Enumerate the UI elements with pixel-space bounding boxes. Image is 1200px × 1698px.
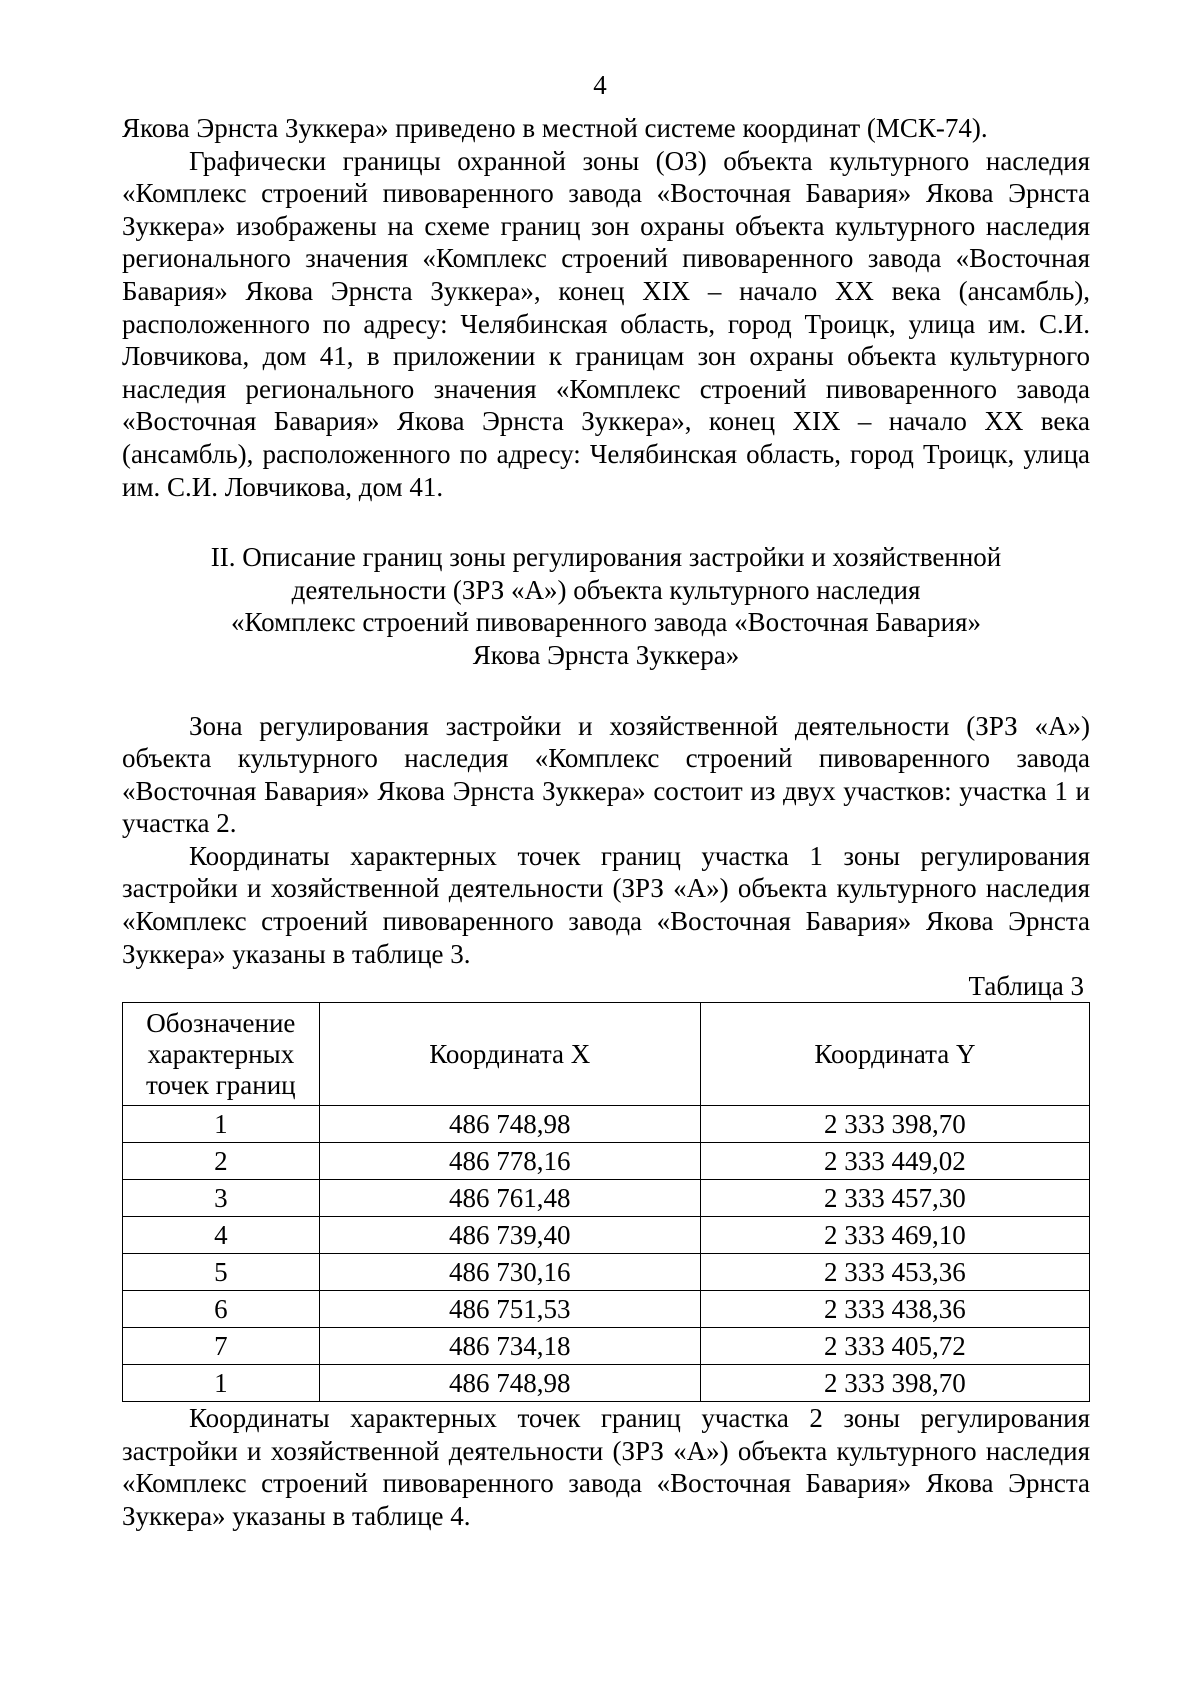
- table-row: [123, 1143, 1090, 1180]
- header-point-line: характерных: [147, 1038, 295, 1069]
- coordinates-table: [122, 1002, 1090, 1402]
- paragraph-table3-intro: Координаты характерных точек границ участка 1 зоны регулирования застройки и хозяйственной деятельности (ЗРЗ «А») объекта культурного наследия «Комплекс строений пивоваренного завода «Восточная Бавария» Якова Эрнста Зуккера» указаны в таблице 3.: [122, 840, 1090, 969]
- cell-point: 7: [123, 1328, 320, 1365]
- header-coordinate-x: Координата X: [319, 1003, 700, 1106]
- header-point: [123, 1003, 320, 1106]
- cell-point: 1: [123, 1365, 320, 1402]
- table-row: [123, 1291, 1090, 1328]
- cell-x: 486 778,16: [319, 1143, 700, 1180]
- table-caption: Таблица 3: [968, 971, 1084, 1002]
- document-body: [122, 112, 1090, 1533]
- paragraph-zone-description: Зона регулирования застройки и хозяйственной деятельности (ЗРЗ «А») объекта культурного наследия «Комплекс строений пивоваренного завода «Восточная Бавария» Якова Эрнста Зуккера» состоит из двух участков: участка 1 и участка 2.: [122, 710, 1090, 839]
- cell-x: 486 748,98: [319, 1365, 700, 1402]
- cell-x: 486 739,40: [319, 1217, 700, 1254]
- table-row: [123, 1180, 1090, 1217]
- cell-x: 486 761,48: [319, 1180, 700, 1217]
- cell-x: 486 748,98: [319, 1106, 700, 1143]
- paragraph-continuation: Якова Эрнста Зуккера» приведено в местной системе координат (МСК-74).: [122, 113, 988, 143]
- cell-y: 2 333 405,72: [700, 1328, 1089, 1365]
- section-heading-line: II. Описание границ зоны регулирования застройки и хозяйственной: [210, 542, 1002, 573]
- cell-y: 2 333 449,02: [700, 1143, 1089, 1180]
- header-coordinate-y: Координата Y: [700, 1003, 1089, 1106]
- paragraph-table4-intro: Координаты характерных точек границ участка 2 зоны регулирования застройки и хозяйственной деятельности (ЗРЗ «А») объекта культурного наследия «Комплекс строений пивоваренного завода «Восточная Бавария» Якова Эрнста Зуккера» указаны в таблице 4.: [122, 1403, 1090, 1532]
- cell-x: 486 730,16: [319, 1254, 700, 1291]
- section-heading-line: деятельности (ЗРЗ «А») объекта культурного наследия: [291, 574, 921, 605]
- header-point-line: Обозначение: [146, 1007, 296, 1038]
- cell-point: 5: [123, 1254, 320, 1291]
- table-row: [123, 1217, 1090, 1254]
- cell-point: 4: [123, 1217, 320, 1254]
- paragraph-protection-zone: Графически границы охранной зоны (ОЗ) объекта культурного наследия «Комплекс строений пивоваренного завода «Восточная Бавария» Якова Эрнста Зуккера» изображены на схеме границ зон охраны объекта культурного наследия регионального значения «Комплекс строений пивоваренного завода «Восточная Бавария» Якова Эрнста Зуккера», конец XIX – начало XX века (ансамбль), расположенного по адресу: Челябинская область, город Троицк, улица им. С.И. Ловчикова, дом 41, в приложении к границам зон охраны объекта культурного наследия регионального значения «Комплекс строений пивоваренного завода «Восточная Бавария» Якова Эрнста Зуккера», конец XIX – начало XX века (ансамбль), расположенного по адресу: Челябинская область, город Троицк, улица им. С.И. Ловчикова, дом 41.: [122, 145, 1090, 502]
- cell-y: 2 333 398,70: [700, 1106, 1089, 1143]
- table-row: [123, 1254, 1090, 1291]
- cell-point: 2: [123, 1143, 320, 1180]
- section-heading-line: «Комплекс строений пивоваренного завода «Восточная Бавария»: [231, 607, 981, 638]
- cell-y: 2 333 438,36: [700, 1291, 1089, 1328]
- cell-point: 3: [123, 1180, 320, 1217]
- page-number: 4: [593, 70, 607, 100]
- table-row: [123, 1365, 1090, 1402]
- table-header-row: [123, 1003, 1090, 1106]
- cell-point: 1: [123, 1106, 320, 1143]
- cell-x: 486 734,18: [319, 1328, 700, 1365]
- table-row: [123, 1106, 1090, 1143]
- cell-y: 2 333 469,10: [700, 1217, 1089, 1254]
- header-point-line: точек границ: [146, 1069, 296, 1100]
- table-row: [123, 1328, 1090, 1365]
- cell-y: 2 333 457,30: [700, 1180, 1089, 1217]
- section-heading: [122, 541, 1090, 671]
- cell-x: 486 751,53: [319, 1291, 700, 1328]
- cell-y: 2 333 453,36: [700, 1254, 1089, 1291]
- cell-y: 2 333 398,70: [700, 1365, 1089, 1402]
- spacer: [122, 672, 1090, 710]
- section-heading-line: Якова Эрнста Зуккера»: [472, 639, 740, 670]
- cell-point: 6: [123, 1291, 320, 1328]
